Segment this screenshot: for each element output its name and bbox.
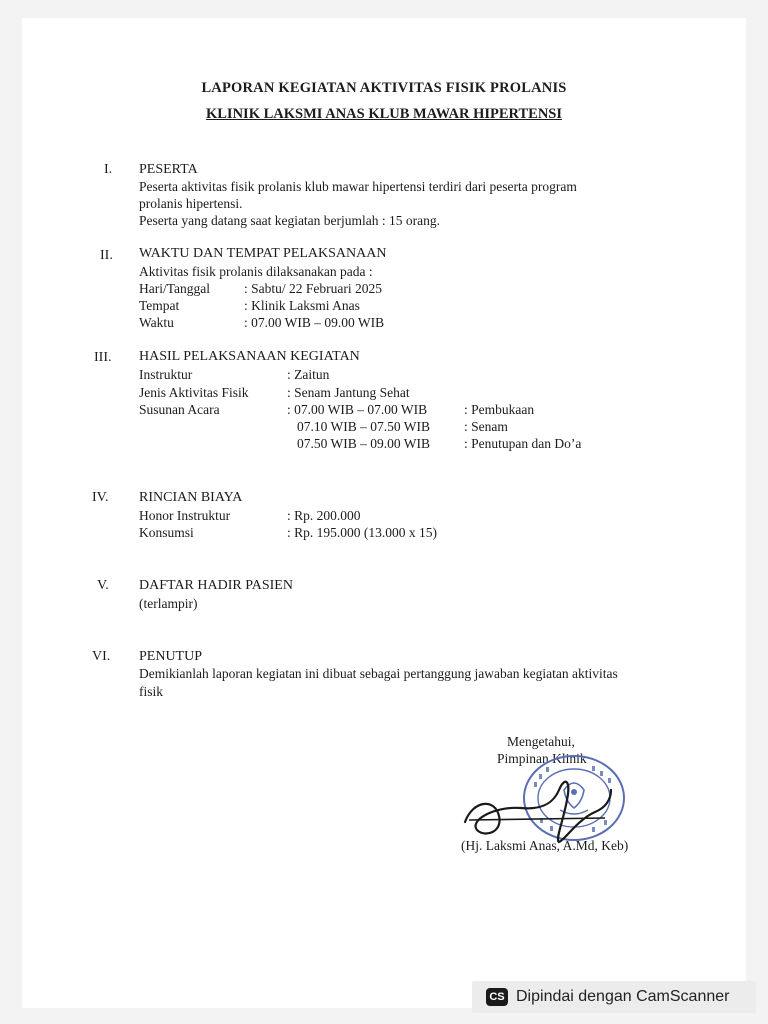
document-page — [22, 18, 746, 1008]
consumption-label: Konsumsi — [139, 525, 194, 540]
agenda-time-2: 07.10 WIB – 07.50 WIB — [297, 419, 430, 434]
time-value: : 07.00 WIB – 09.00 WIB — [244, 315, 385, 330]
scanner-watermark — [472, 981, 756, 1013]
activity-type-label: Jenis Aktivitas Fisik — [139, 385, 249, 400]
place-label: Tempat — [139, 298, 180, 313]
date-value: : Sabtu/ 22 Februari 2025 — [244, 281, 382, 296]
section-2-heading: WAKTU DAN TEMPAT PELAKSANAAN — [139, 246, 387, 261]
date-label: Hari/Tanggal — [139, 281, 211, 296]
clinic-head-label: Pimpinan Klinik — [497, 751, 587, 766]
scanner-text: Dipindai dengan CamScanner — [516, 988, 730, 1005]
signatory-name: (Hj. Laksmi Anas, A.Md, Keb) — [461, 838, 629, 853]
agenda-time-3: 07.50 WIB – 09.00 WIB — [297, 436, 430, 451]
section-2-intro: Aktivitas fisik prolanis dilaksanakan pada : — [139, 264, 373, 279]
section-6-heading: PENUTUP — [139, 649, 203, 664]
agenda-activity-1: : Pembukaan — [464, 402, 535, 417]
section-1-line1: Peserta aktivitas fisik prolanis klub mawar hipertensi terdiri dari peserta program — [139, 179, 577, 194]
agenda-label: Susunan Acara — [139, 402, 220, 417]
signature-icon — [455, 760, 625, 850]
section-4-number: IV. — [92, 490, 109, 505]
section-6-line2: fisik — [139, 684, 164, 699]
instructor-label: Instruktur — [139, 367, 193, 382]
report-title: LAPORAN KEGIATAN AKTIVITAS FISIK PROLANIS — [201, 80, 567, 96]
instructor-fee-value: : Rp. 200.000 — [287, 508, 361, 523]
instructor-fee-label: Honor Instruktur — [139, 508, 231, 523]
consumption-value: : Rp. 195.000 (13.000 x 15) — [287, 525, 437, 540]
section-1-line2: prolanis hipertensi. — [139, 196, 243, 211]
instructor-value: : Zaitun — [287, 367, 330, 382]
place-value: : Klinik Laksmi Anas — [244, 298, 360, 313]
section-5-number: V. — [97, 578, 109, 593]
agenda-activity-2: : Senam — [464, 419, 508, 434]
time-label: Waktu — [139, 315, 174, 330]
section-2-number: II. — [100, 248, 113, 263]
section-1-heading: PESERTA — [139, 162, 198, 177]
acknowledged-label: Mengetahui, — [507, 734, 575, 749]
camscanner-logo-icon: CS — [486, 988, 508, 1006]
report-subtitle: KLINIK LAKSMI ANAS KLUB MAWAR HIPERTENSI — [205, 106, 562, 122]
section-1-number: I. — [104, 162, 113, 177]
agenda-activity-3: : Penutupan dan Do’a — [464, 436, 582, 451]
section-5-heading: DAFTAR HADIR PASIEN — [139, 578, 293, 593]
section-6-line1: Demikianlah laporan kegiatan ini dibuat sebagai pertanggung jawaban kegiatan aktivitas — [139, 666, 618, 681]
activity-type-value: : Senam Jantung Sehat — [287, 385, 410, 400]
section-1-line3: Peserta yang datang saat kegiatan berjumlah : 15 orang. — [139, 213, 441, 228]
section-3-heading: HASIL PELAKSANAAN KEGIATAN — [139, 349, 360, 364]
section-5-note: (terlampir) — [139, 596, 198, 611]
section-4-heading: RINCIAN BIAYA — [139, 490, 243, 505]
section-6-number: VI. — [92, 649, 111, 664]
section-3-number: III. — [94, 350, 112, 365]
agenda-time-1: : 07.00 WIB – 07.00 WIB — [287, 402, 428, 417]
